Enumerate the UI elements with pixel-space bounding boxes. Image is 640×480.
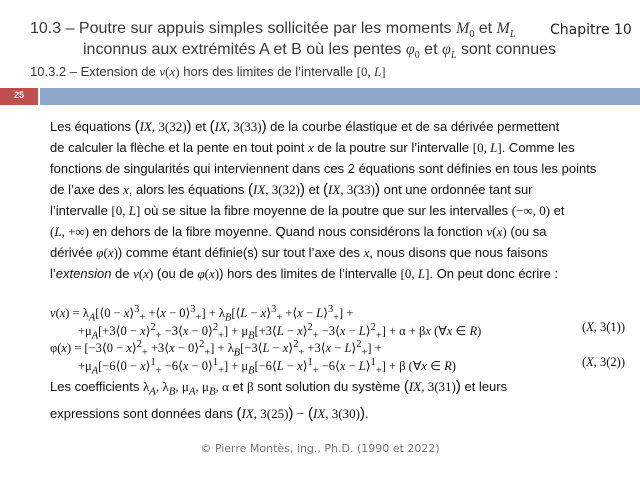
- body-line: Les équations (IX, 3(32)) et (IX, 3(33)) de la courbe élastique et de sa dérivée permettent: [50, 118, 560, 135]
- body-line: de l’axe des x, alors les équations (IX, 3(32)) et (IX, 3(33)) ont une ordonnée tant sur: [50, 181, 533, 198]
- copyright-footer: © Pierre Montès, ing., Ph.D. (1990 et 2022): [200, 442, 440, 455]
- subtitle-vx: v: [159, 64, 166, 79]
- symbol-phil: φ: [441, 41, 451, 58]
- slide-title-line-2: inconnus aux extrémités A et B où les pentes $\varphi_0$ et $\varphi_L$ sont connues: [83, 41, 556, 62]
- coefficients-line-2: expressions sont données dans (IX, 3(25)) − (IX, 3(30)).: [50, 404, 369, 422]
- symbol-phi0: φ: [405, 41, 415, 58]
- equation-phi-line-2: $+\mu_A[-6⟨0$ − x⟩$^1_+$ −6⟨x − 0⟩$^1_+$] + $\mu_B[-6⟨L$ − x⟩$^1_+$ −6⟨x − L⟩$^1_+$] + β (∀x ∈ R) (X, 3(2)): [78, 354, 625, 377]
- slide-title-line-1: 10.3 – Poutre sur appuis simples sollicitée par les moments $M_0$ et $M_L$: [30, 20, 516, 41]
- slide-divider-bar: [0, 88, 640, 105]
- body-line: l’extension de v(x) (ou de φ(x)) hors des limites de l’intervalle [0, L]. On peut donc écrire :: [50, 266, 559, 281]
- body-line: l’intervalle [0, L] où se situe la fibre moyenne de la poutre que sur les intervalles (−∞, 0) et: [50, 203, 565, 218]
- subtitle-interval: [0,: [356, 64, 374, 79]
- equation-v-line-1: $v(x) = \lambda_A[⟨0$ − x⟩$^3_+$ +⟨x − 0⟩$^3_+$] + $\lambda_B[⟨L$ − x⟩$^3_+$ +⟨x − L⟩$^3_+$] +: [50, 304, 354, 324]
- chapter-label: Chapitre 10: [550, 22, 632, 38]
- slide-number: 25: [13, 90, 24, 100]
- subtitle-text-b: hors des limites de l’intervalle: [179, 64, 357, 79]
- title-text-2c: sont connues: [456, 41, 556, 58]
- title-text-2b: et: [419, 41, 442, 58]
- title-text-1b: et: [474, 20, 497, 37]
- body-line: (L, +∞) en dehors de la fibre moyenne. Quand nous considérons la fonction v(x) (ou sa: [50, 224, 547, 239]
- body-line: de calculer la flèche et la pente en tout point x de la poutre sur l’intervalle [0, L]. Comme les: [50, 140, 575, 155]
- coefficients-paragraph: [50, 376, 620, 425]
- body-paragraph: [50, 116, 620, 284]
- body-line: dérivée φ(x)) comme étant définie(s) sur tout l’axe des x, nous disons que nous faisons: [50, 245, 548, 260]
- equation-number-v: (X, 3(1)): [581, 319, 625, 334]
- section-subtitle: 10.3.2 – Extension de v(x) hors des limites de l’intervalle [0, L]: [30, 64, 386, 79]
- subtitle-text-a: 10.3.2 – Extension de: [30, 64, 160, 79]
- title-text-2a: inconnus aux extrémités A et B où les pentes: [83, 41, 406, 58]
- equations-block: [50, 301, 625, 377]
- coefficients-line-1: Les coefficients $\lambda_A$, $\lambda_B$, $\mu_A$, $\mu_B$, α et β sont solution du système (IX, 3(31)) et leurs: [50, 378, 508, 398]
- symbol-ml: M: [496, 20, 510, 37]
- symbol-m0: M: [455, 20, 470, 37]
- slide-header: [0, 0, 640, 88]
- equation-phi-line-1: φ(x) = [−3⟨0 − x⟩$^2_+$ +3⟨x − 0⟩$^2_+$] + $\lambda_B[-3⟨L$ − x⟩$^2_+$ +3⟨x − L⟩$^2_+$] +: [50, 339, 382, 359]
- equation-v-line-2: $+\mu_A[+3⟨0$ − x⟩$^2_+$ −3⟨x − 0⟩$^2_+$] + $\mu_B[+3⟨L$ − x⟩$^2_+$ −3⟨x − L⟩$^2_+$] + α + βx (∀x ∈ R) (X, 3(1)): [78, 319, 625, 342]
- title-text-1a: 10.3 – Poutre sur appuis simples sollicitée par les moments: [30, 20, 456, 37]
- body-line: fonctions de singularités qui interviennent dans ces 2 équations sont définies en tous les points: [50, 161, 597, 176]
- divider-accent: [40, 88, 640, 105]
- equation-number-phi: (X, 3(2)): [581, 354, 625, 369]
